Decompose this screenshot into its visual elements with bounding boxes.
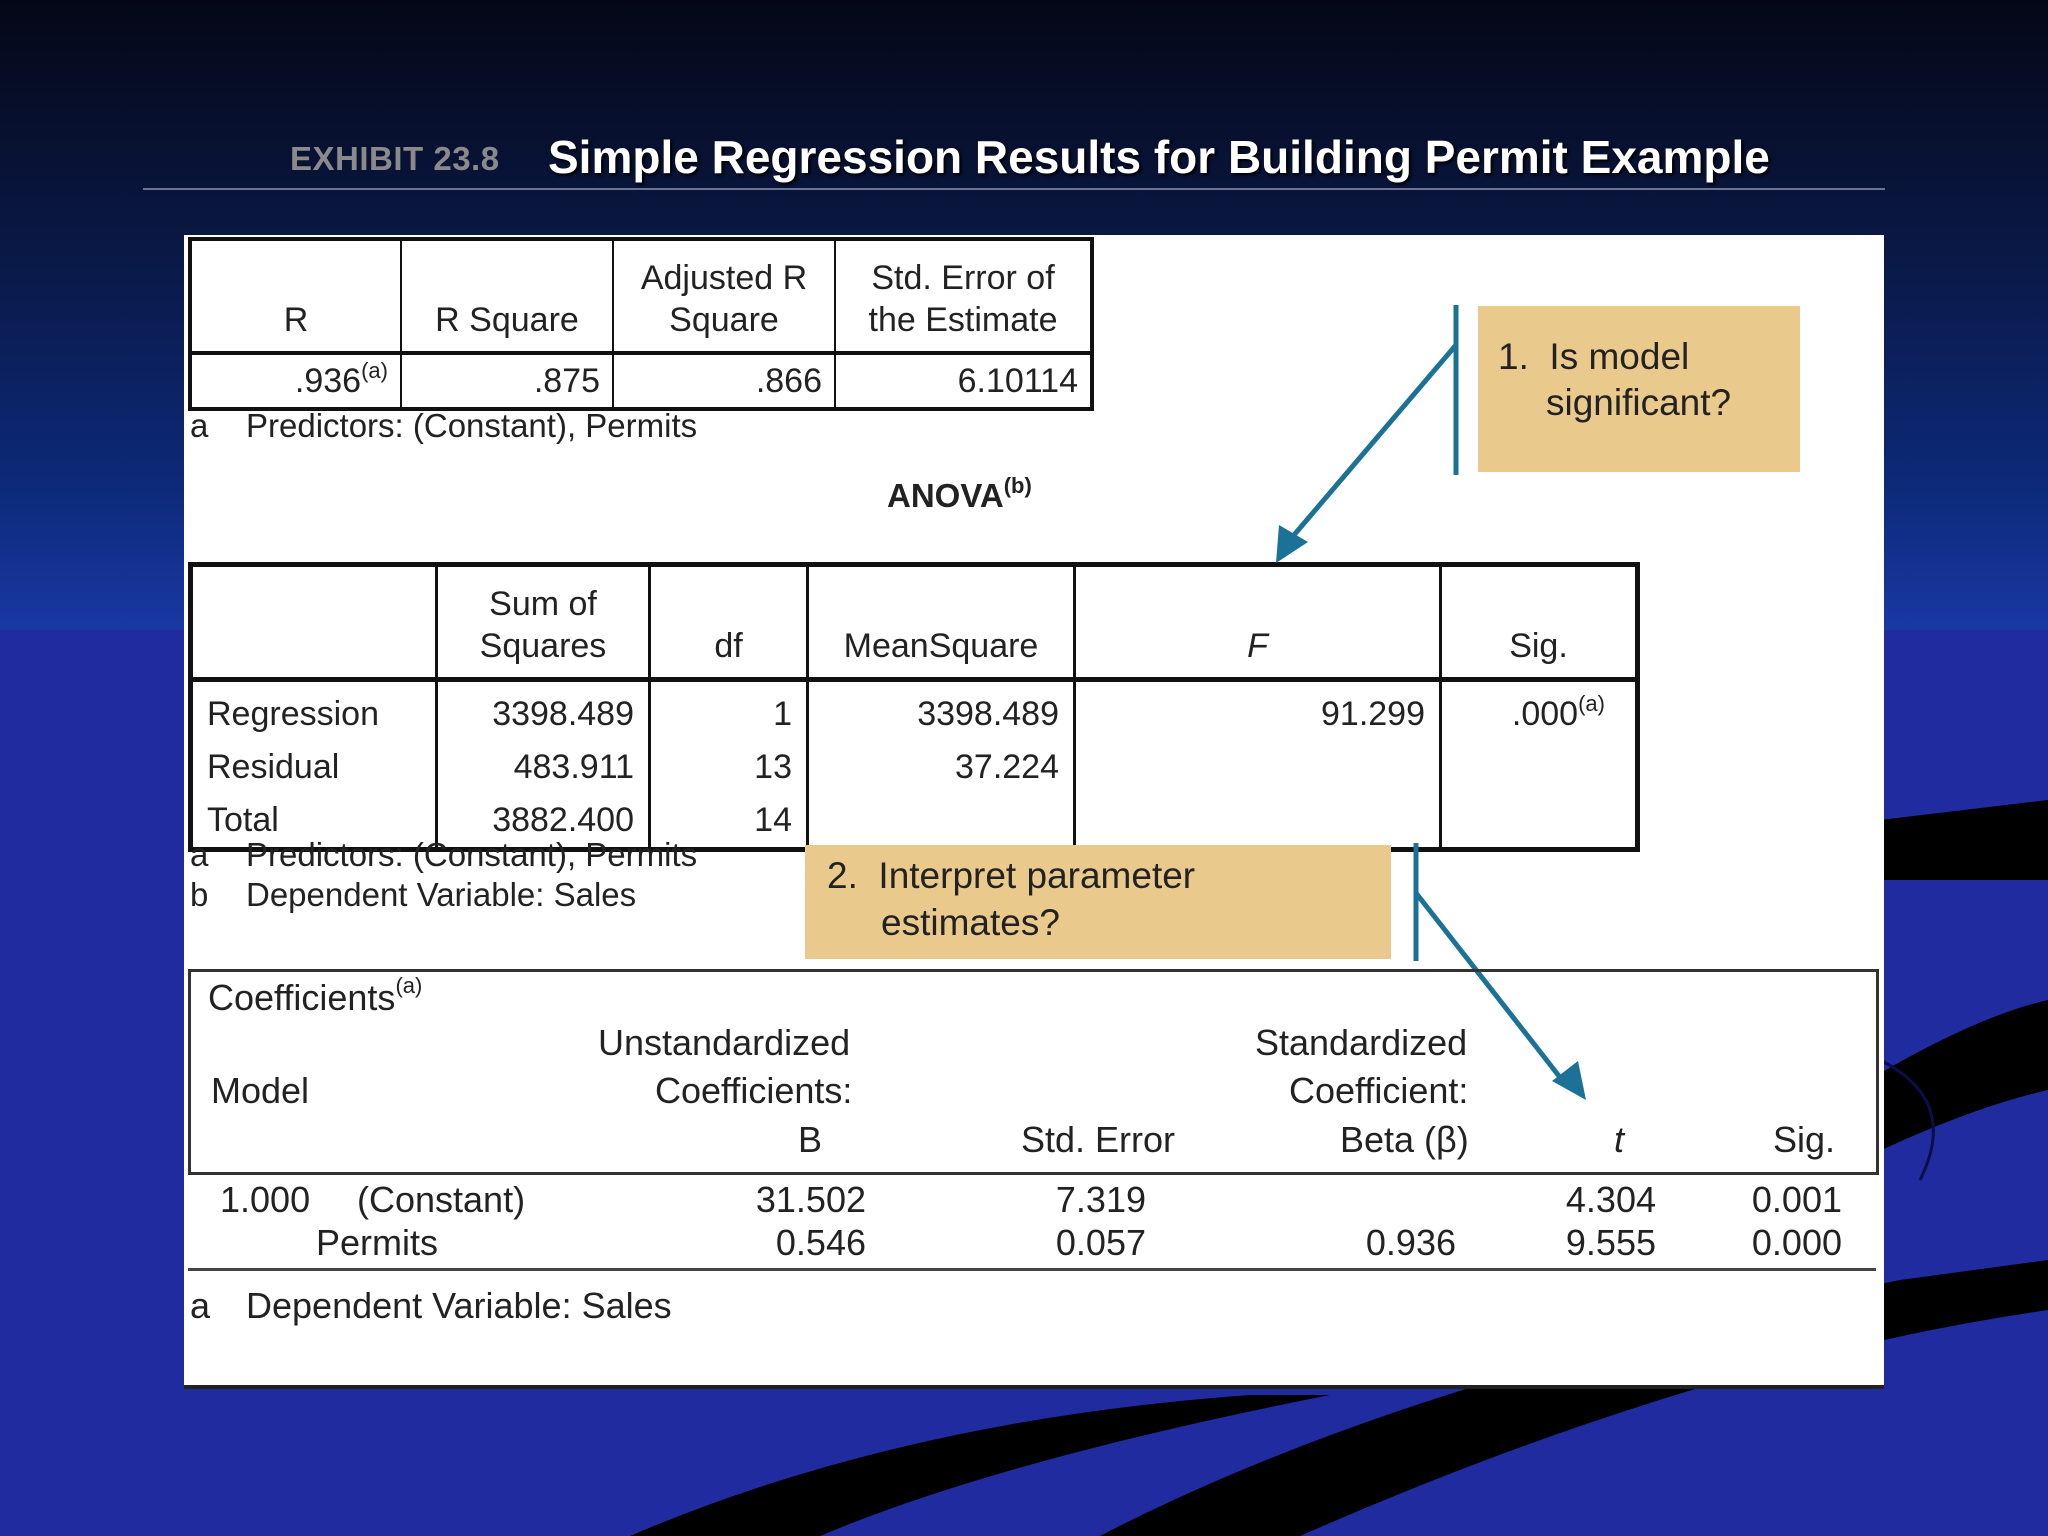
coef-constant-t: 4.304 [1565,1179,1656,1220]
value-r-square: .875 [401,353,613,409]
coef-row-constant-name: (Constant) [357,1179,526,1220]
anova-header-ss: Sum of Squares [437,565,650,680]
coef-model-number: 1.000 [220,1179,311,1220]
anova-header-ms: MeanSquare [808,565,1075,680]
coef-row-permits-name: Permits [316,1222,439,1263]
value-std-error: 6.10114 [835,353,1092,409]
results-panel [184,235,1884,1389]
exhibit-header [290,130,1890,190]
callout-model-significant: 1. Is model significant? [1478,306,1800,472]
callout-interpret-estimates: 2. Interpret parameter estimates? [805,845,1391,959]
value-adj-r-square: .866 [613,353,835,409]
anova-footnotes: a Predictors: (Constant), Permits b Dependent Variable: Sales [190,836,698,913]
coef-header-sig: Sig. [1773,1119,1836,1160]
header-r: R [190,239,401,353]
exhibit-title: Simple Regression Results for Building Permit Example [548,131,1770,183]
coefficients-bottom-rule [188,1268,1876,1271]
coef-header-t: t [1614,1119,1625,1160]
header-r-square: R Square [401,239,613,353]
coef-permits-sig: 0.000 [1751,1222,1842,1263]
anova-row-regression: Regression 3398.489 1 3398.489 91.299 .000$^{(a)}$ [191,680,1638,742]
exhibit-tag: EXHIBIT 23.8 [290,140,500,177]
coef-header-model: Model [211,1070,310,1111]
header-std-error: Std. Error of the Estimate [835,239,1092,353]
callout-1-arrow-line [1294,345,1456,535]
anova-row-residual: Residual 483.911 13 37.224 [191,741,1638,794]
coef-constant-sig: 0.001 [1751,1179,1842,1220]
coef-permits-beta: 0.936 [1365,1222,1456,1263]
coef-permits-se: 0.057 [1055,1222,1146,1263]
coefficients-title: Coefficients$^{(a)}$ [208,973,423,1018]
coef-permits-t: 9.555 [1565,1222,1656,1263]
coef-constant-se: 7.319 [1055,1179,1146,1220]
coef-header-std-2: Coefficient: [1289,1070,1469,1111]
coef-constant-b: 31.502 [755,1179,866,1220]
coef-header-b: B [798,1119,823,1160]
anova-title: ANOVA$^{(b)}$ [887,473,1032,514]
coefficients-footnote: a Dependent Variable: Sales [190,1285,672,1326]
coef-header-beta: Beta (β) [1340,1119,1469,1160]
anova-header-f: F [1075,565,1441,680]
coef-header-unstd-2: Coefficients: [655,1070,853,1111]
header-adj-r-square: Adjusted R Square [613,239,835,353]
callout-1-arrowhead [1276,525,1308,563]
coef-header-std: Standardized [1255,1022,1468,1063]
anova-header-sig: Sig. [1441,565,1638,680]
coef-permits-b: 0.546 [775,1222,866,1263]
value-r: .936$^{(a)}$ [190,353,401,409]
title-rule [143,188,1885,190]
coef-header-se: Std. Error [1021,1119,1176,1160]
coef-header-unstd: Unstandardized [598,1022,851,1063]
anova-header-df: df [650,565,808,680]
model-summary-footnote: a Predictors: (Constant), Permits [190,407,698,444]
anova-row-total: Total 3882.400 14 [191,794,1638,850]
